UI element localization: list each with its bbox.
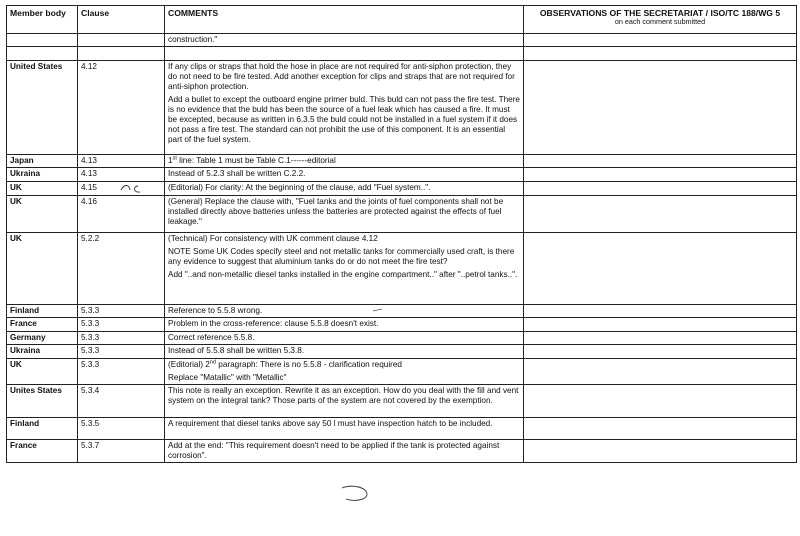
observation-cell [524, 359, 797, 385]
comment-cell [165, 345, 524, 359]
table-row [7, 418, 797, 440]
observation-cell [524, 332, 797, 345]
header-observations-title: OBSERVATIONS OF THE SECRETARIAT / ISO/TC 188/WG 5 [539, 8, 781, 18]
observation-cell [524, 440, 797, 463]
clause-cell: 5.2.2 [78, 233, 165, 305]
observation-cell [524, 168, 797, 182]
comment-paragraph: construction." [168, 35, 218, 44]
member-body-cell: France [7, 440, 78, 463]
clause-cell: 5.3.3 [78, 305, 165, 318]
observation-cell [524, 61, 797, 155]
clause-cell [78, 47, 165, 61]
member-body-cell [7, 47, 78, 61]
comment-paragraph: Correct reference 5.5.8. [168, 333, 255, 342]
comment-cell [165, 196, 524, 233]
member-body-cell: Unites States [7, 385, 78, 418]
clause-cell: 5.3.3 [78, 318, 165, 332]
clause-cell: 5.3.7 [78, 440, 165, 463]
header-observations [524, 6, 797, 34]
table-row [7, 196, 797, 233]
handwritten-circle [338, 484, 370, 504]
comment-paragraph: 1st line: Table 1 must be Table C.1------editorial [168, 155, 336, 165]
comment-paragraph: Instead of 5.2.3 shall be written C.2.2. [168, 169, 306, 178]
header-row [7, 6, 797, 34]
clause-cell: 5.3.3 [78, 345, 165, 359]
member-body-cell: Japan [7, 155, 78, 168]
member-body-cell: UK [7, 359, 78, 385]
member-body-cell: United States [7, 61, 78, 155]
comment-cell [165, 359, 524, 385]
observation-cell [524, 233, 797, 305]
member-body-cell: Finland [7, 418, 78, 440]
comment-cell [165, 155, 524, 168]
member-body-cell: Ukraina [7, 168, 78, 182]
member-body-cell: Ukraina [7, 345, 78, 359]
comment-cell [165, 182, 524, 196]
comment-cell [165, 168, 524, 182]
table-row [7, 47, 797, 61]
table-row [7, 345, 797, 359]
comment-cell [165, 418, 524, 440]
observation-cell [524, 34, 797, 47]
comment-paragraph: (Technical) For consistency with UK comment clause 4.12 [168, 234, 378, 243]
comment-paragraph: Replace "Matallic" with "Metallic" [168, 373, 287, 382]
comment-paragraph: Add at the end: "This requirement doesn't need to be applied if the tank is protected against corrosion". [168, 441, 500, 460]
clause-cell: 5.3.3 [78, 359, 165, 385]
comment-cell [165, 440, 524, 463]
comment-paragraph: (Editorial) For clarity: At the beginning of the clause, add "Fuel system..". [168, 183, 431, 192]
comment-paragraph: Instead of 5.5.8 shall be written 5.3.8. [168, 346, 305, 355]
observation-cell [524, 345, 797, 359]
table-body [7, 34, 797, 463]
comment-paragraph: (Editorial) 2nd paragraph: There is no 5.5.8 - clarification required [168, 359, 402, 369]
table-row [7, 332, 797, 345]
comment-paragraph: If any clips or straps that hold the hose in place are not required for anti-siphon protection, they do not need to be fire tested. Add another exception for clips and straps that are not required for anti-siphon protection. [168, 62, 515, 91]
comment-paragraph: Problem in the cross-reference: clause 5.5.8 doesn't exist. [168, 319, 379, 328]
comment-paragraph: A requirement that diesel tanks above say 50 l must have inspection hatch to be included. [168, 419, 493, 428]
header-member-body: Member body [7, 6, 78, 34]
clause-cell: 5.3.3 [78, 332, 165, 345]
clause-cell: 4.12 [78, 61, 165, 155]
member-body-cell: Finland [7, 305, 78, 318]
comment-cell [165, 34, 524, 47]
comment-cell [165, 318, 524, 332]
comment-cell [165, 61, 524, 155]
observation-cell [524, 385, 797, 418]
observation-cell [524, 318, 797, 332]
clause-cell: 4.16 [78, 196, 165, 233]
table-row [7, 318, 797, 332]
clause-cell: 5.3.5 [78, 418, 165, 440]
member-body-cell: Germany [7, 332, 78, 345]
comment-paragraph: Reference to 5.5.8 wrong. [168, 306, 263, 315]
observation-cell [524, 305, 797, 318]
table-row [7, 359, 797, 385]
header-clause: Clause [78, 6, 165, 34]
header-comments: COMMENTS [165, 6, 524, 34]
member-body-cell: UK [7, 196, 78, 233]
comment-paragraph: Add "..and non-metallic diesel tanks installed in the engine compartment.." after "..petrol tanks..". [168, 270, 518, 279]
observation-cell [524, 182, 797, 196]
table-row [7, 168, 797, 182]
header-observations-subtitle: on each comment submitted [614, 17, 706, 27]
comment-paragraph: This note is really an exception. Rewrite it as an exception. How do you deal with the fill and vent system on the integral tank? Those parts of the system are not covered by the exemption. [168, 386, 519, 405]
comment-cell [165, 332, 524, 345]
comment-paragraph: Add a bullet to except the outboard engine primer buld. This buld can not pass the fire test. There is no evidence that the buld has been the source of a fuel leak which has caused a fire. It must be excepted, because as written in 6.3.5 the buld could not be installed in a fuel system if it does not pass a fire test. The standard can not prohibit the use of this component. It is an essential part of the fuel system. [168, 95, 520, 144]
observation-cell [524, 418, 797, 440]
table-row [7, 440, 797, 463]
comments-table [6, 5, 797, 463]
comment-cell [165, 305, 524, 318]
table-row [7, 155, 797, 168]
observation-cell [524, 196, 797, 233]
table-row [7, 385, 797, 418]
comments-sheet [6, 5, 796, 534]
comment-cell [165, 233, 524, 305]
member-body-cell: UK [7, 182, 78, 196]
member-body-cell: France [7, 318, 78, 332]
table-row [7, 61, 797, 155]
comment-cell [165, 385, 524, 418]
comment-paragraph: (General) Replace the clause with, "Fuel tanks and the joints of fuel components shall not be installed directly above batteries unless the batteries are protected against the effects of fuel leakage." [168, 197, 504, 226]
table-row [7, 233, 797, 305]
clause-cell [78, 34, 165, 47]
table-row [7, 182, 797, 196]
member-body-cell: UK [7, 233, 78, 305]
member-body-cell [7, 34, 78, 47]
comment-cell [165, 47, 524, 61]
observation-cell [524, 47, 797, 61]
clause-cell: 5.3.4 [78, 385, 165, 418]
table-row [7, 34, 797, 47]
observation-cell [524, 155, 797, 168]
clause-cell: 4.15 [78, 182, 165, 196]
clause-cell: 4.13 [78, 155, 165, 168]
comment-paragraph: NOTE Some UK Codes specify steel and not metallic tanks for commercially used craft, is there any evidence to suggest that aluminium tanks do or do not meet the fire test? [168, 247, 515, 266]
clause-cell: 4.13 [78, 168, 165, 182]
table-row [7, 305, 797, 318]
